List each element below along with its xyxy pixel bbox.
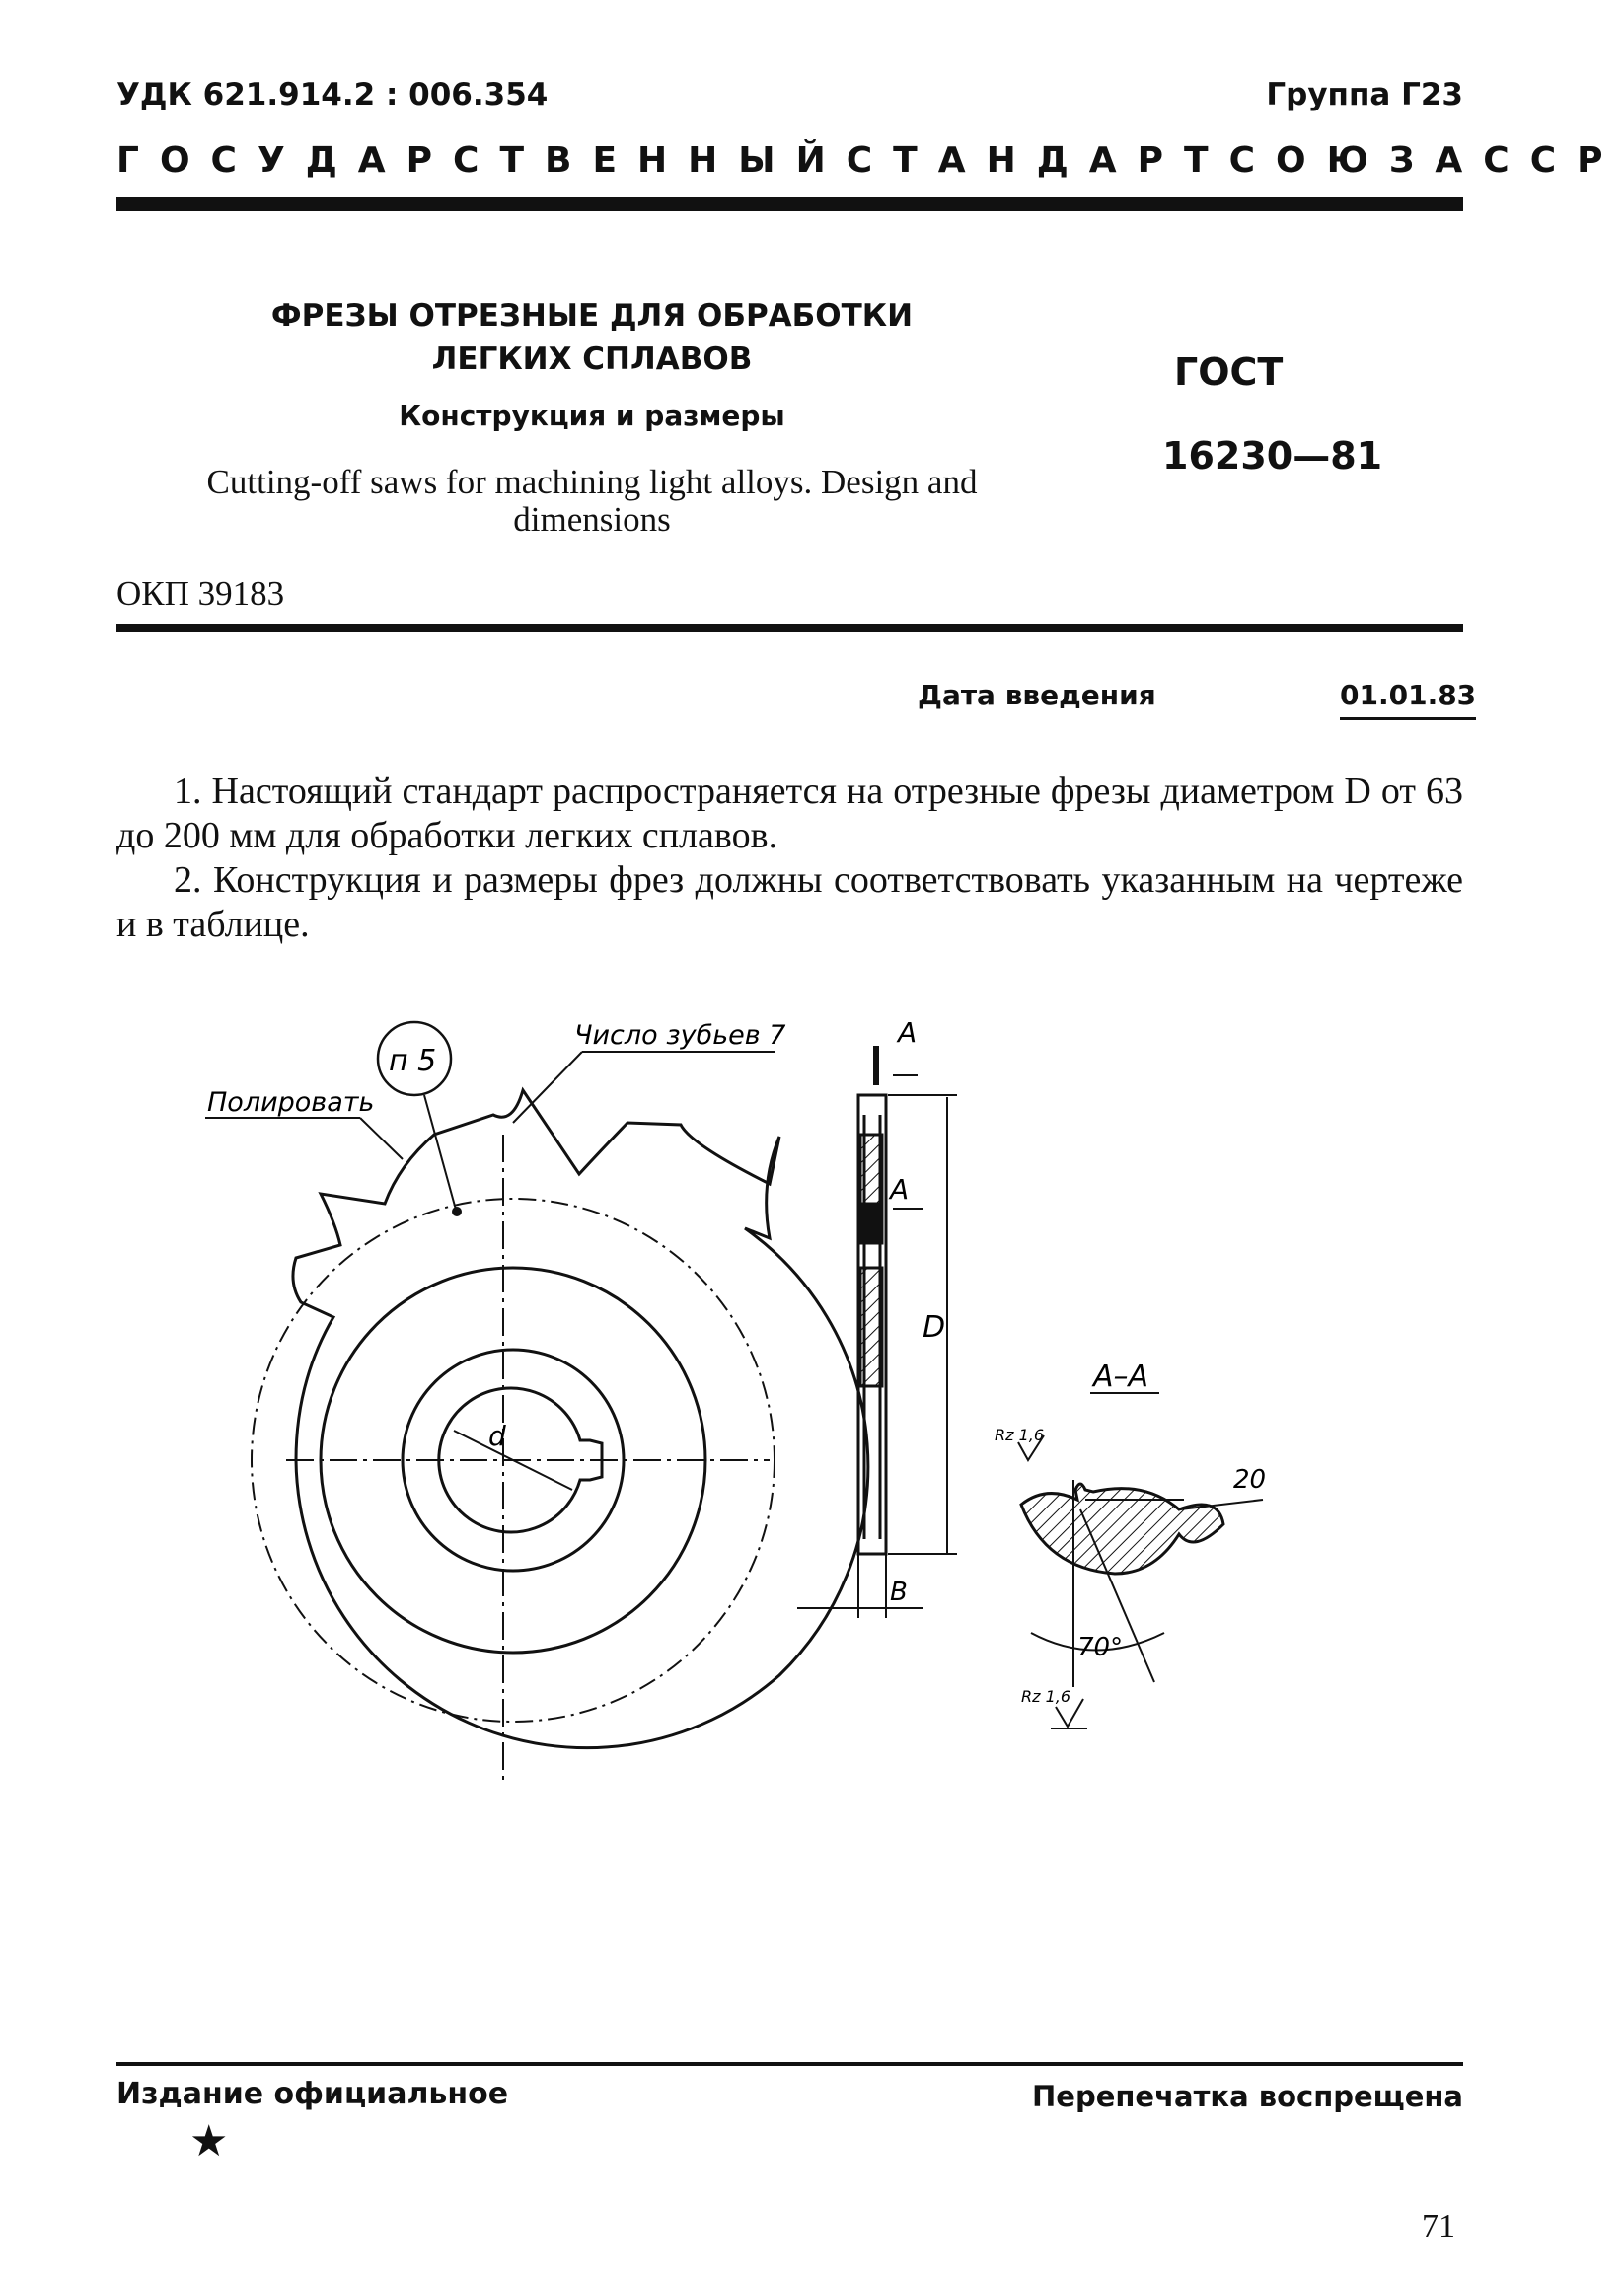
intro-date-label: Дата введения [918, 679, 1156, 711]
paragraph-2: 2. Конструкция и размеры фрез должны соответствовать указанным на чертеже и в таблице. [116, 859, 1463, 945]
page-number: 71 [1422, 2208, 1455, 2244]
okp-code: ОКП 39183 [116, 574, 285, 613]
roughness-top-label: Rz 1,6 [995, 1426, 1045, 1444]
teeth-label: Число зубьев 7 [574, 1020, 786, 1051]
angle-70-label: 70° [1077, 1633, 1124, 1662]
B-label: B [890, 1578, 908, 1607]
gost-number: 16230—81 [1162, 434, 1383, 478]
banner-word: СОЮЗА [1228, 140, 1484, 181]
roughness-bottom-label: Rz 1,6 [1021, 1687, 1071, 1706]
saw-front-view [234, 1090, 867, 1748]
ref-circle-label: п 5 [389, 1044, 437, 1078]
teeth-leader [513, 1052, 582, 1123]
banner-word: ГОСУДАРСТВЕННЫЙ [116, 140, 847, 181]
official-edition: Издание официальное [116, 2077, 509, 2111]
reprint-notice: Перепечатка воспрещена [1032, 2080, 1463, 2113]
center-lines [286, 1135, 770, 1786]
star-icon: ★ [189, 2116, 229, 2167]
angle-20-label: 20 [1233, 1465, 1267, 1495]
intro-date-value: 01.01.83 [1340, 679, 1476, 720]
document-subtitle: Конструкция и размеры [399, 400, 785, 432]
reference-point [452, 1207, 462, 1216]
section-mark-top: A [898, 1016, 918, 1049]
english-title: Cutting-off saws for machining light alloys. Design and dimensions [206, 463, 978, 539]
document-title: ФРЕЗЫ ОТРЕЗНЫЕ ДЛЯ ОБРАБОТКИ ЛЕГКИХ СПЛАВОВ [270, 298, 914, 377]
polish-label: Полировать [207, 1087, 375, 1118]
section-title: А–А [1093, 1360, 1149, 1394]
D-label: D [923, 1310, 946, 1345]
saw-tooth-profile [293, 1090, 868, 1748]
footer-rule [116, 2062, 1463, 2066]
paragraph-1: 1. Настоящий стандарт распространяется на отрезные фрезы диаметром D от 63 до 200 мм для обработки легких сплавов. [116, 771, 1463, 856]
gost-label: ГОСТ [1174, 350, 1284, 394]
banner-word: СТАНДАРТ [846, 140, 1229, 181]
section-mark-bottom: A [890, 1173, 910, 1206]
d-label: d [488, 1420, 506, 1452]
saw-side-view [858, 1095, 886, 1554]
section-profile [1021, 1484, 1223, 1574]
group-code: Группа Г23 [1266, 77, 1463, 112]
udk-code: УДК 621.914.2 : 006.354 [116, 77, 549, 112]
banner-word: ССР [1483, 140, 1624, 181]
